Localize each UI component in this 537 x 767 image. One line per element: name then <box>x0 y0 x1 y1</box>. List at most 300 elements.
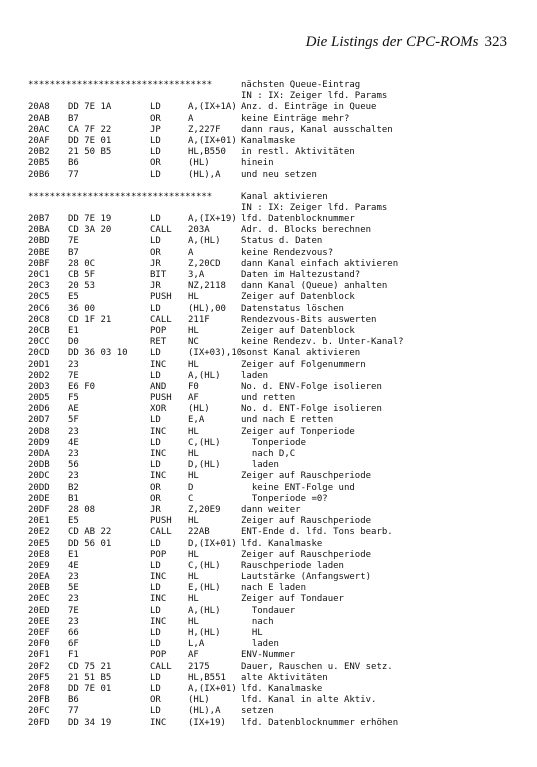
comment: Zeiger auf Tonperiode <box>241 426 355 437</box>
comment: Daten im Haltezustand? <box>241 270 361 280</box>
comment: Datenstatus löschen <box>241 303 344 314</box>
opcode-bytes: CA 7F 22 <box>68 124 112 135</box>
operand: HL,B551 <box>188 672 226 683</box>
operand: D,(IX+01) <box>188 538 237 549</box>
mnemonic: LD <box>150 538 161 549</box>
operand: 2175 <box>188 661 210 672</box>
operand: AF <box>188 393 199 404</box>
code-line <box>28 516 528 527</box>
mnemonic: POP <box>150 325 167 336</box>
code-line <box>28 639 528 650</box>
operand: HL <box>188 292 199 303</box>
comment: keine Einträge mehr? <box>241 113 350 124</box>
comment: Zeiger auf Folgenummern <box>241 359 366 370</box>
operand: C <box>188 493 194 504</box>
comment: lfd. Kanal in alte Aktiv. <box>241 695 377 706</box>
operand: HL <box>188 549 199 560</box>
address: 20DA <box>28 449 50 459</box>
code-line <box>28 449 528 460</box>
opcode-bytes: CD 75 21 <box>68 661 112 672</box>
mnemonic: PUSH <box>150 393 172 404</box>
comment: Rendezvous-Bits auswerten <box>241 314 377 325</box>
code-line <box>28 102 528 113</box>
address: 20EA <box>28 572 50 583</box>
opcode-bytes: E5 <box>68 516 79 527</box>
comment: dann raus, Kanal ausschalten <box>241 124 393 135</box>
operand: A,(HL) <box>188 605 221 616</box>
comment: Dauer, Rauschen u. ENV setz. <box>241 661 393 672</box>
code-line <box>28 550 528 561</box>
code-line <box>28 147 528 158</box>
code-line <box>28 706 528 717</box>
comment: Zeiger auf Datenblock <box>241 292 355 303</box>
opcode-bytes: CB 5F <box>68 270 96 280</box>
operand: C,(HL) <box>188 560 221 571</box>
operand: E,(HL) <box>188 583 221 594</box>
opcode-bytes: F1 <box>68 650 79 661</box>
comment: alte Aktivitäten <box>241 672 328 683</box>
operand: Z,20E9 <box>188 504 221 515</box>
comment: nach D,C <box>241 449 296 459</box>
section-title: Kanal aktivieren <box>241 191 328 202</box>
address: 20EE <box>28 616 50 627</box>
mnemonic: AND <box>150 381 167 392</box>
separator-stars: ********************************** <box>28 80 213 90</box>
opcode-bytes: 20 53 <box>68 281 96 292</box>
address: 20DE <box>28 493 50 504</box>
address: 20D5 <box>28 393 50 404</box>
opcode-bytes: DD 36 03 10 <box>68 348 128 359</box>
address: 20BD <box>28 236 50 247</box>
address: 20C6 <box>28 303 50 314</box>
code-line <box>28 650 528 661</box>
operand: HL <box>188 572 199 583</box>
operand: E,A <box>188 415 205 426</box>
operand: A,(HL) <box>188 236 221 247</box>
code-line <box>28 404 528 415</box>
mnemonic: INC <box>150 426 167 437</box>
mnemonic: CALL <box>150 314 172 325</box>
comment: laden <box>241 370 269 381</box>
mnemonic: JR <box>150 504 161 515</box>
operand: A,(IX+1A) <box>188 102 237 113</box>
address: 20BF <box>28 258 50 269</box>
code-line <box>28 214 528 225</box>
operand: (IX+19) <box>188 717 226 728</box>
address: 20AB <box>28 113 50 124</box>
code-line <box>28 304 528 315</box>
address: 20B5 <box>28 158 50 169</box>
opcode-bytes: 56 <box>68 460 79 471</box>
mnemonic: LD <box>150 303 161 314</box>
operand: AF <box>188 650 199 661</box>
opcode-bytes: 5F <box>68 415 79 426</box>
operand: HL <box>188 449 199 459</box>
opcode-bytes: DD 7E 01 <box>68 135 112 146</box>
mnemonic: RET <box>150 337 167 348</box>
comment: Tonperiode =0? <box>241 493 328 504</box>
comment: lfd. Datenblocknummer erhöhen <box>241 717 399 728</box>
opcode-bytes: 36 00 <box>68 303 96 314</box>
opcode-bytes: 21 51 B5 <box>68 672 112 683</box>
address: 20DF <box>28 504 50 515</box>
operand: A,(IX+01) <box>188 683 237 694</box>
comment: keine Rendezvous? <box>241 247 334 258</box>
code-line <box>28 583 528 594</box>
mnemonic: LD <box>150 102 161 113</box>
mnemonic: LD <box>150 214 161 225</box>
mnemonic: OR <box>150 158 161 169</box>
code-line <box>28 460 528 471</box>
operand: HL <box>188 471 199 482</box>
comment: dann weiter <box>241 504 301 515</box>
opcode-bytes: 4E <box>68 560 79 571</box>
address: 20F1 <box>28 650 50 661</box>
opcode-bytes: 23 <box>68 359 79 370</box>
mnemonic: JP <box>150 124 161 135</box>
address: 20EC <box>28 594 50 605</box>
code-line <box>28 505 528 516</box>
mnemonic: XOR <box>150 404 167 415</box>
address: 20EF <box>28 628 50 638</box>
opcode-bytes: B6 <box>68 695 79 706</box>
mnemonic: OR <box>150 695 161 706</box>
opcode-bytes: 23 <box>68 572 79 583</box>
address: 20E8 <box>28 549 50 560</box>
code-line <box>28 471 528 482</box>
address: 20C8 <box>28 314 50 325</box>
code-line <box>28 561 528 572</box>
operand: 203A <box>188 225 210 236</box>
comment: Tondauer <box>241 605 296 616</box>
opcode-bytes: E1 <box>68 549 79 560</box>
section-title: nächsten Queue-Eintrag <box>241 80 361 90</box>
code-line <box>28 718 528 729</box>
comment: lfd. Kanalmaske <box>241 538 323 549</box>
comment: Zeiger auf Rauschperiode <box>241 549 372 560</box>
address: 20FD <box>28 717 50 728</box>
mnemonic: CALL <box>150 661 172 672</box>
mnemonic: LD <box>150 460 161 471</box>
comment: Adr. d. Blocks berechnen <box>241 225 372 236</box>
opcode-bytes: DD 34 19 <box>68 717 112 728</box>
mnemonic: BIT <box>150 270 167 280</box>
code-line <box>28 236 528 247</box>
comment: Zeiger auf Rauschperiode <box>241 516 372 527</box>
code-line <box>28 483 528 494</box>
code-line <box>28 326 528 337</box>
address: 20D2 <box>28 370 50 381</box>
opcode-bytes: E1 <box>68 325 79 336</box>
operand: A <box>188 247 194 258</box>
page-number: 323 <box>484 34 507 50</box>
mnemonic: LD <box>150 560 161 571</box>
opcode-bytes: 77 <box>68 706 79 717</box>
opcode-bytes: CD AB 22 <box>68 527 112 538</box>
address: 20BA <box>28 225 50 236</box>
mnemonic: INC <box>150 572 167 583</box>
opcode-bytes: 66 <box>68 628 79 638</box>
comment: Zeiger auf Tondauer <box>241 594 344 605</box>
mnemonic: OR <box>150 493 161 504</box>
code-line <box>28 673 528 684</box>
address: 20AC <box>28 124 50 135</box>
operand: HL <box>188 426 199 437</box>
mnemonic: LD <box>150 236 161 247</box>
section-gap <box>28 181 528 192</box>
mnemonic: OR <box>150 482 161 493</box>
code-line <box>28 684 528 695</box>
code-line <box>28 695 528 706</box>
section-params <box>28 203 528 214</box>
address: 20F5 <box>28 672 50 683</box>
address: 20B2 <box>28 147 50 158</box>
operand: D,(HL) <box>188 460 221 471</box>
code-line <box>28 248 528 259</box>
code-line <box>28 539 528 550</box>
address: 20CD <box>28 348 50 359</box>
running-title: Die Listings der CPC-ROMs <box>305 34 479 50</box>
comment: ENT-Ende d. lfd. Tons bearb. <box>241 527 393 538</box>
comment: Zeiger auf Rauschperiode <box>241 471 372 482</box>
opcode-bytes: 23 <box>68 471 79 482</box>
mnemonic: INC <box>150 594 167 605</box>
code-line <box>28 662 528 673</box>
mnemonic: POP <box>150 650 167 661</box>
opcode-bytes: DD 7E 19 <box>68 214 112 225</box>
mnemonic: LD <box>150 437 161 448</box>
address: 20DC <box>28 471 50 482</box>
comment: lfd. Datenblocknummer <box>241 214 355 225</box>
operand: NZ,2118 <box>188 281 226 292</box>
section-heading <box>28 192 528 203</box>
separator-stars: ********************************** <box>28 191 213 202</box>
address: 20FB <box>28 695 50 706</box>
mnemonic: LD <box>150 672 161 683</box>
code-line <box>28 225 528 236</box>
address: 20F2 <box>28 661 50 672</box>
address: 20D9 <box>28 437 50 448</box>
code-line <box>28 158 528 169</box>
code-line <box>28 360 528 371</box>
operand: HL <box>188 616 199 627</box>
code-line <box>28 371 528 382</box>
code-line <box>28 125 528 136</box>
address: 20A8 <box>28 102 50 113</box>
operand: Z,20CD <box>188 258 221 269</box>
operand: HL <box>188 516 199 527</box>
operand: (HL),A <box>188 169 221 180</box>
code-line <box>28 494 528 505</box>
address: 20B7 <box>28 214 50 225</box>
code-line <box>28 292 528 303</box>
mnemonic: JR <box>150 258 161 269</box>
mnemonic: PUSH <box>150 516 172 527</box>
operand: NC <box>188 337 199 348</box>
address: 20C5 <box>28 292 50 303</box>
address: 20E5 <box>28 538 50 549</box>
comment: und retten <box>241 393 296 404</box>
comment: sonst Kanal aktivieren <box>241 348 361 359</box>
opcode-bytes: E6 F0 <box>68 381 96 392</box>
mnemonic: INC <box>150 471 167 482</box>
comment: Status d. Daten <box>241 236 323 247</box>
comment: keine ENT-Folge und <box>241 482 355 493</box>
opcode-bytes: 23 <box>68 449 79 459</box>
address: 20C1 <box>28 270 50 280</box>
listing-section <box>28 181 528 729</box>
operand: A,(IX+19) <box>188 214 237 225</box>
mnemonic: LD <box>150 169 161 180</box>
mnemonic: POP <box>150 549 167 560</box>
opcode-bytes: 28 08 <box>68 504 96 515</box>
comment: laden <box>241 639 279 650</box>
mnemonic: INC <box>150 717 167 728</box>
opcode-bytes: DD 7E 1A <box>68 102 112 113</box>
operand: L,A <box>188 639 205 650</box>
opcode-bytes: B6 <box>68 158 79 169</box>
listing-section <box>28 80 528 181</box>
mnemonic: LD <box>150 639 161 650</box>
opcode-bytes: CD 1F 21 <box>68 314 112 325</box>
mnemonic: LD <box>150 583 161 594</box>
mnemonic: LD <box>150 605 161 616</box>
comment: in restl. Aktivitäten <box>241 147 355 158</box>
mnemonic: LD <box>150 706 161 717</box>
page-header <box>306 34 507 51</box>
operand: 211F <box>188 314 210 325</box>
address: 20E1 <box>28 516 50 527</box>
operand: F0 <box>188 381 199 392</box>
address: 20AF <box>28 135 50 146</box>
code-line <box>28 594 528 605</box>
opcode-bytes: F5 <box>68 393 79 404</box>
code-line <box>28 415 528 426</box>
address: 20DB <box>28 460 50 471</box>
opcode-bytes: 21 50 B5 <box>68 147 112 158</box>
mnemonic: LD <box>150 628 161 638</box>
code-line <box>28 281 528 292</box>
code-line <box>28 114 528 125</box>
code-line <box>28 427 528 438</box>
address: 20EB <box>28 583 50 594</box>
opcode-bytes: 23 <box>68 616 79 627</box>
section-heading <box>28 80 528 91</box>
address: 20F8 <box>28 683 50 694</box>
opcode-bytes: E5 <box>68 292 79 303</box>
operand: 3,A <box>188 270 205 280</box>
mnemonic: LD <box>150 135 161 146</box>
operand: HL <box>188 594 199 605</box>
comment: lfd. Kanalmaske <box>241 683 323 694</box>
comment: hinein <box>241 158 274 169</box>
comment: und neu setzen <box>241 169 317 180</box>
comment: laden <box>241 460 279 471</box>
mnemonic: LD <box>150 370 161 381</box>
address: 20F0 <box>28 639 50 650</box>
opcode-bytes: 4E <box>68 437 79 448</box>
opcode-bytes: B7 <box>68 247 79 258</box>
comment: ENV-Nummer <box>241 650 296 661</box>
opcode-bytes: 23 <box>68 594 79 605</box>
opcode-bytes: B2 <box>68 482 79 493</box>
mnemonic: OR <box>150 247 161 258</box>
opcode-bytes: DD 56 01 <box>68 538 112 549</box>
comment: keine Rendezv. b. Unter-Kanal? <box>241 337 404 348</box>
comment: No. d. ENT-Folge isolieren <box>241 404 382 415</box>
code-line <box>28 270 528 281</box>
opcode-bytes: 7E <box>68 370 79 381</box>
assembly-listing <box>28 80 528 729</box>
mnemonic: INC <box>150 616 167 627</box>
opcode-bytes: DD 7E 01 <box>68 683 112 694</box>
opcode-bytes: CD 3A 20 <box>68 225 112 236</box>
address: 20CB <box>28 325 50 336</box>
mnemonic: LD <box>150 415 161 426</box>
comment: nach E laden <box>241 583 307 594</box>
address: 20D8 <box>28 426 50 437</box>
comment: Lautstärke (Anfangswert) <box>241 572 372 583</box>
operand: (IX+03),10 <box>188 348 243 359</box>
code-line <box>28 393 528 404</box>
code-line <box>28 348 528 359</box>
address: 20B6 <box>28 169 50 180</box>
comment: dann Kanal einfach aktivieren <box>241 258 399 269</box>
mnemonic: JR <box>150 281 161 292</box>
mnemonic: CALL <box>150 225 172 236</box>
operand: D <box>188 482 194 493</box>
code-line <box>28 382 528 393</box>
code-line <box>28 170 528 181</box>
address: 20E9 <box>28 560 50 571</box>
comment: No. d. ENV-Folge isolieren <box>241 381 382 392</box>
comment: nach <box>241 616 274 627</box>
operand: 22AB <box>188 527 210 538</box>
opcode-bytes: D0 <box>68 337 79 348</box>
operand: HL <box>188 325 199 336</box>
code-line <box>28 527 528 538</box>
mnemonic: OR <box>150 113 161 124</box>
operand: A <box>188 113 194 124</box>
address: 20D3 <box>28 381 50 392</box>
section-subtitle: IN : IX: Zeiger lfd. Params <box>241 91 388 102</box>
mnemonic: LD <box>150 683 161 694</box>
opcode-bytes: 23 <box>68 426 79 437</box>
address: 20C3 <box>28 281 50 292</box>
opcode-bytes: 77 <box>68 169 79 180</box>
code-line <box>28 136 528 147</box>
code-line <box>28 337 528 348</box>
opcode-bytes: 28 0C <box>68 258 96 269</box>
code-line <box>28 628 528 639</box>
mnemonic: INC <box>150 449 167 459</box>
mnemonic: INC <box>150 359 167 370</box>
comment: Rauschperiode laden <box>241 560 344 571</box>
address: 20D6 <box>28 404 50 415</box>
address: 20D7 <box>28 415 50 426</box>
address: 20DD <box>28 482 50 493</box>
operand: A,(HL) <box>188 370 221 381</box>
operand: (HL),A <box>188 706 221 717</box>
mnemonic: CALL <box>150 527 172 538</box>
operand: HL <box>188 359 199 370</box>
operand: C,(HL) <box>188 437 221 448</box>
comment: und nach E retten <box>241 415 334 426</box>
operand: Z,227F <box>188 124 221 135</box>
opcode-bytes: B1 <box>68 493 79 504</box>
comment: Zeiger auf Datenblock <box>241 325 355 336</box>
code-line <box>28 315 528 326</box>
